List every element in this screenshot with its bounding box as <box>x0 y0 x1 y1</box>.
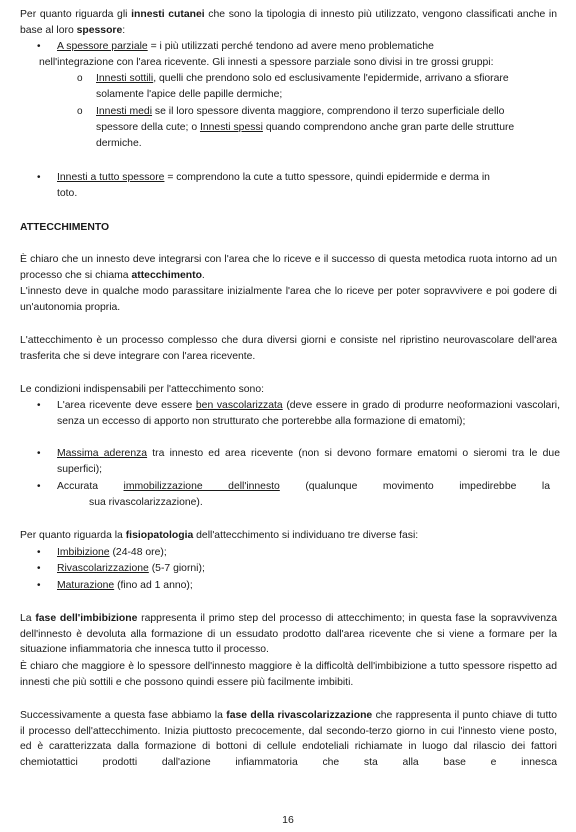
circle-bullet-icon: o <box>191 122 198 133</box>
paragraph <box>20 528 557 544</box>
bold-term: spessore <box>76 24 123 36</box>
bullet-icon: • <box>37 400 41 411</box>
underlined-term: Massima aderenza <box>57 448 148 459</box>
bold-term: attecchimento <box>131 269 202 281</box>
text: Per quanto riguarda la <box>20 530 126 541</box>
text: se il loro spessore diventa maggiore, comprendono il terzo superficiale dello <box>152 106 505 117</box>
paragraph: Le condizioni indispensabili per l'attecchimento sono: <box>20 384 265 395</box>
bold-term: fisiopatologia <box>125 530 194 541</box>
text: (5-7 giorni); <box>148 563 205 574</box>
text: La <box>20 613 36 624</box>
intro-paragraph <box>20 7 557 38</box>
list-item <box>57 578 457 594</box>
bullet-icon: • <box>37 481 41 492</box>
list-item-continuation: nell'integrazione con l'area ricevente. Gli innesti a spessore parziale sono divisi in tre grossi gruppi: <box>39 57 494 68</box>
sub-list-item <box>96 104 560 120</box>
text: È chiaro che un innesto deve integrarsi con l'area che lo riceve e il successo di questa metodica ruota intorno ad un processo che si chiama <box>20 254 557 281</box>
text: Successivamente a questa fase abbiamo la <box>20 710 227 721</box>
text: dell'attecchimento si individuano tre diverse fasi: <box>193 530 419 541</box>
text: L'area ricevente deve essere <box>57 400 196 411</box>
list-item <box>57 39 557 55</box>
bullet-icon: • <box>37 448 41 459</box>
text: : <box>122 24 126 36</box>
text: (24-48 ore); <box>109 547 167 558</box>
list-item <box>57 561 457 577</box>
paragraph <box>20 708 557 770</box>
underlined-term: Innesti sottili <box>96 73 154 84</box>
list-item <box>57 170 560 186</box>
list-item <box>57 446 560 477</box>
paragraph: È chiaro che maggiore è lo spessore dell'innesto maggiore è la difficoltà dell'imbibizione a tutto spessore rispetto ad innesti che più sottili e che possono quindi essere più facilmente imbibiti. <box>20 661 557 688</box>
bullet-icon: • <box>37 580 41 591</box>
text: (qualunque movimento impedirebbe la <box>279 481 550 492</box>
section-heading: ATTECCHIMENTO <box>20 222 110 233</box>
text: che sono la tipologia di innesto più utilizzato, vengono classificati anche in base al loro <box>20 9 557 36</box>
text: spessore della cute; <box>96 122 192 133</box>
sub-list-item-continuation: solamente l'apice delle papille dermiche; <box>96 89 283 100</box>
circle-bullet-icon: o <box>77 73 83 84</box>
bold-term: fase della rivascolarizzazione <box>226 710 373 721</box>
list-item <box>57 398 560 429</box>
list-item <box>57 545 457 561</box>
text: (fino ad 1 anno); <box>114 580 193 591</box>
underlined-term: ben vascolarizzata <box>195 400 283 411</box>
underlined-term: Innesti medi <box>96 106 153 117</box>
underlined-term: Innesti a tutto spessore <box>57 172 165 183</box>
underlined-term: Maturazione <box>57 580 115 591</box>
bullet-icon: • <box>37 172 41 183</box>
paragraph: L'innesto deve in qualche modo parassitare inizialmente l'area che lo riceve per poter sopravvivere e poi godere di un'autonomia propria. <box>20 286 557 313</box>
bold-term: innesti cutanei <box>131 9 205 20</box>
bullet-icon: • <box>37 41 41 52</box>
underlined-term: Imbibizione <box>57 547 110 558</box>
list-item <box>57 479 550 495</box>
underlined-term: A spessore parziale <box>57 41 148 52</box>
text: quando comprendono anche gran parte delle strutture <box>262 122 515 133</box>
paragraph: L'attecchimento è un processo complesso che dura diversi giorni e consiste nel ripristino neurovascolare dell'area trasferita che si deve integrare con l'area ricevente. <box>20 335 557 362</box>
text: , quelli che prendono solo ed esclusivamente l'epidermide, arrivano a sfiorare <box>153 73 509 84</box>
circle-bullet-icon: o <box>77 106 83 117</box>
text: = i più utilizzati perché tendono ad avere meno problematiche <box>147 41 434 52</box>
text: rappresenta il primo step del processo di attecchimento; in questa fase la sopravvivenza dell'innesto è devoluta alla formazione di un essudato prodotto dall'area ricevente che si viene a formare per la situazione infiammatoria che innesca tutto il processo. <box>20 613 557 656</box>
underlined-term: Rivascolarizzazione <box>57 563 149 574</box>
bold-term: fase dell'imbibizione <box>35 613 138 624</box>
text: = comprendono la cute a tutto spessore, quindi epidermide e derma in <box>164 172 490 183</box>
bullet-icon: • <box>37 563 41 574</box>
bullet-icon: • <box>37 547 41 558</box>
text: che rappresenta il punto chiave di tutto il processo dell'attecchimento. Inizia piuttosto precocemente, dal secondo-terzo giorno in cui l'innesto viene posto, ed è caratterizzata dalla formazione di bottoni di cellule endoteliali richiamate in luogo dal rilascio dei fattori chemiotattici prodotti dall'azione infiammatoria che sta alla base e innesca <box>20 710 558 768</box>
list-item-continuation: sua rivascolarizzazione). <box>89 497 203 508</box>
text: Per quanto riguarda gli <box>20 9 132 20</box>
text: tra innesto ed area ricevente (non si devono formare ematomi o sieromi tra le due superfici); <box>57 448 560 475</box>
sub-list-item <box>96 71 560 87</box>
underlined-term: immobilizzazione dell'innesto <box>123 481 280 492</box>
sub-list-item-continuation: dermiche. <box>96 138 142 149</box>
text: Accurata <box>57 481 124 492</box>
sub-list-item-continuation <box>96 120 560 136</box>
page-number: 16 <box>282 814 294 826</box>
underlined-term: Innesti spessi <box>199 122 263 133</box>
paragraph <box>20 611 557 658</box>
text: . <box>201 269 205 281</box>
list-item-continuation: toto. <box>57 188 78 199</box>
text: (deve essere in grado di produrre neoformazioni vascolari, senza un eccesso di apporto non strutturato che porterebbe alla formazione di ematomi); <box>57 400 560 427</box>
paragraph <box>20 252 557 283</box>
